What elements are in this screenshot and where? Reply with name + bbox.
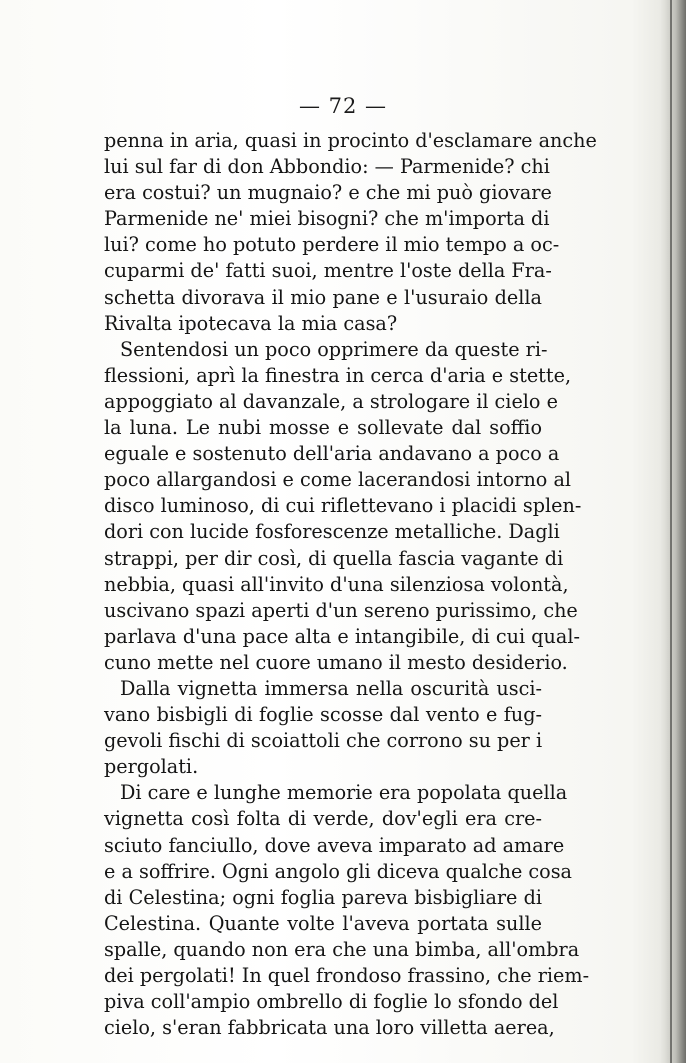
text-line: vignetta così folta di verde, dov'egli era cre- bbox=[104, 807, 542, 831]
text-line: la luna. Le nubi mosse e sollevate dal soffio bbox=[104, 416, 542, 440]
text-line: cuno mette nel cuore umano il mesto desiderio. bbox=[104, 650, 568, 674]
text-line: lui sul far di don Abbondio: — Parmenide? chi bbox=[104, 155, 550, 179]
page-edge-shadow bbox=[660, 0, 686, 1063]
paragraph bbox=[104, 337, 582, 676]
text-line: dori con lucide fosforescenze metalliche. Dagli bbox=[104, 520, 560, 544]
text-line: cielo, s'eran fabbricata una loro villetta aerea, bbox=[104, 1016, 555, 1040]
text-line: parlava d'una pace alta e intangibile, di cui qual- bbox=[104, 624, 580, 648]
paragraph bbox=[104, 780, 590, 1041]
text-line: e a soffrire. Ogni angolo gli diceva qualche cosa bbox=[104, 859, 572, 883]
text-line: vano bisbigli di foglie scosse dal vento e fug- bbox=[104, 703, 542, 727]
text-line: Dalla vignetta immersa nella oscurità usci- bbox=[120, 676, 542, 700]
text-line: lui? come ho potuto perdere il mio tempo a oc- bbox=[104, 233, 560, 257]
text-line: cuparmi de' fatti suoi, mentre l'oste della Fra- bbox=[104, 259, 552, 283]
page-number: — 72 — bbox=[298, 94, 388, 118]
text-line: Di care e lunghe memorie era popolata quella bbox=[120, 781, 568, 805]
page-edge-line bbox=[670, 0, 672, 1063]
text-line: gevoli fischi di scoiattoli che corrono su per i bbox=[104, 729, 543, 753]
text-line: disco luminoso, di cui riflettevano i placidi splen- bbox=[104, 494, 582, 518]
text-line: nebbia, quasi all'invito d'una silenziosa volontà, bbox=[104, 572, 569, 596]
text-line: Parmenide ne' miei bisogni? che m'importa di bbox=[104, 207, 550, 231]
text-line: sciuto fanciullo, dove aveva imparato ad amare bbox=[104, 833, 565, 857]
text-line: poco allargandosi e come lacerandosi intorno al bbox=[104, 468, 572, 492]
text-line: dei pergolati! In quel frondoso frassino, che riem- bbox=[104, 964, 590, 987]
text-line: appoggiato al davanzale, a strologare il cielo e bbox=[104, 389, 558, 413]
text-line: strappi, per dir così, di quella fascia vagante di bbox=[104, 546, 564, 570]
text-line: di Celestina; ogni foglia pareva bisbigliare di bbox=[104, 885, 542, 909]
text-line: piva coll'ampio ombrello di foglie lo sfondo del bbox=[104, 990, 559, 1014]
paragraph bbox=[104, 128, 597, 337]
text-line: flessioni, aprì la finestra in cerca d'aria e stette, bbox=[104, 363, 572, 387]
text-line: spalle, quando non era che una bimba, all'ombra bbox=[104, 937, 580, 961]
text-line: uscivano spazi aperti d'un sereno purissimo, che bbox=[104, 598, 578, 622]
text-line: schetta divorava il mio pane e l'usuraio della bbox=[104, 285, 542, 309]
text-line: pergolati. bbox=[104, 755, 199, 779]
text-line: eguale e sostenuto dell'aria andavano a poco a bbox=[104, 442, 560, 466]
paragraph bbox=[104, 676, 542, 780]
text-line: penna in aria, quasi in procinto d'esclamare anche bbox=[104, 129, 597, 152]
text-line: era costui? un mugnaio? e che mi può giovare bbox=[104, 181, 552, 205]
body-text bbox=[104, 128, 597, 1041]
text-line: Rivalta ipotecava la mia casa? bbox=[104, 311, 398, 335]
text-line: Celestina. Quante volte l'aveva portata sulle bbox=[104, 911, 542, 935]
text-line: Sentendosi un poco opprimere da queste ri- bbox=[120, 337, 548, 361]
